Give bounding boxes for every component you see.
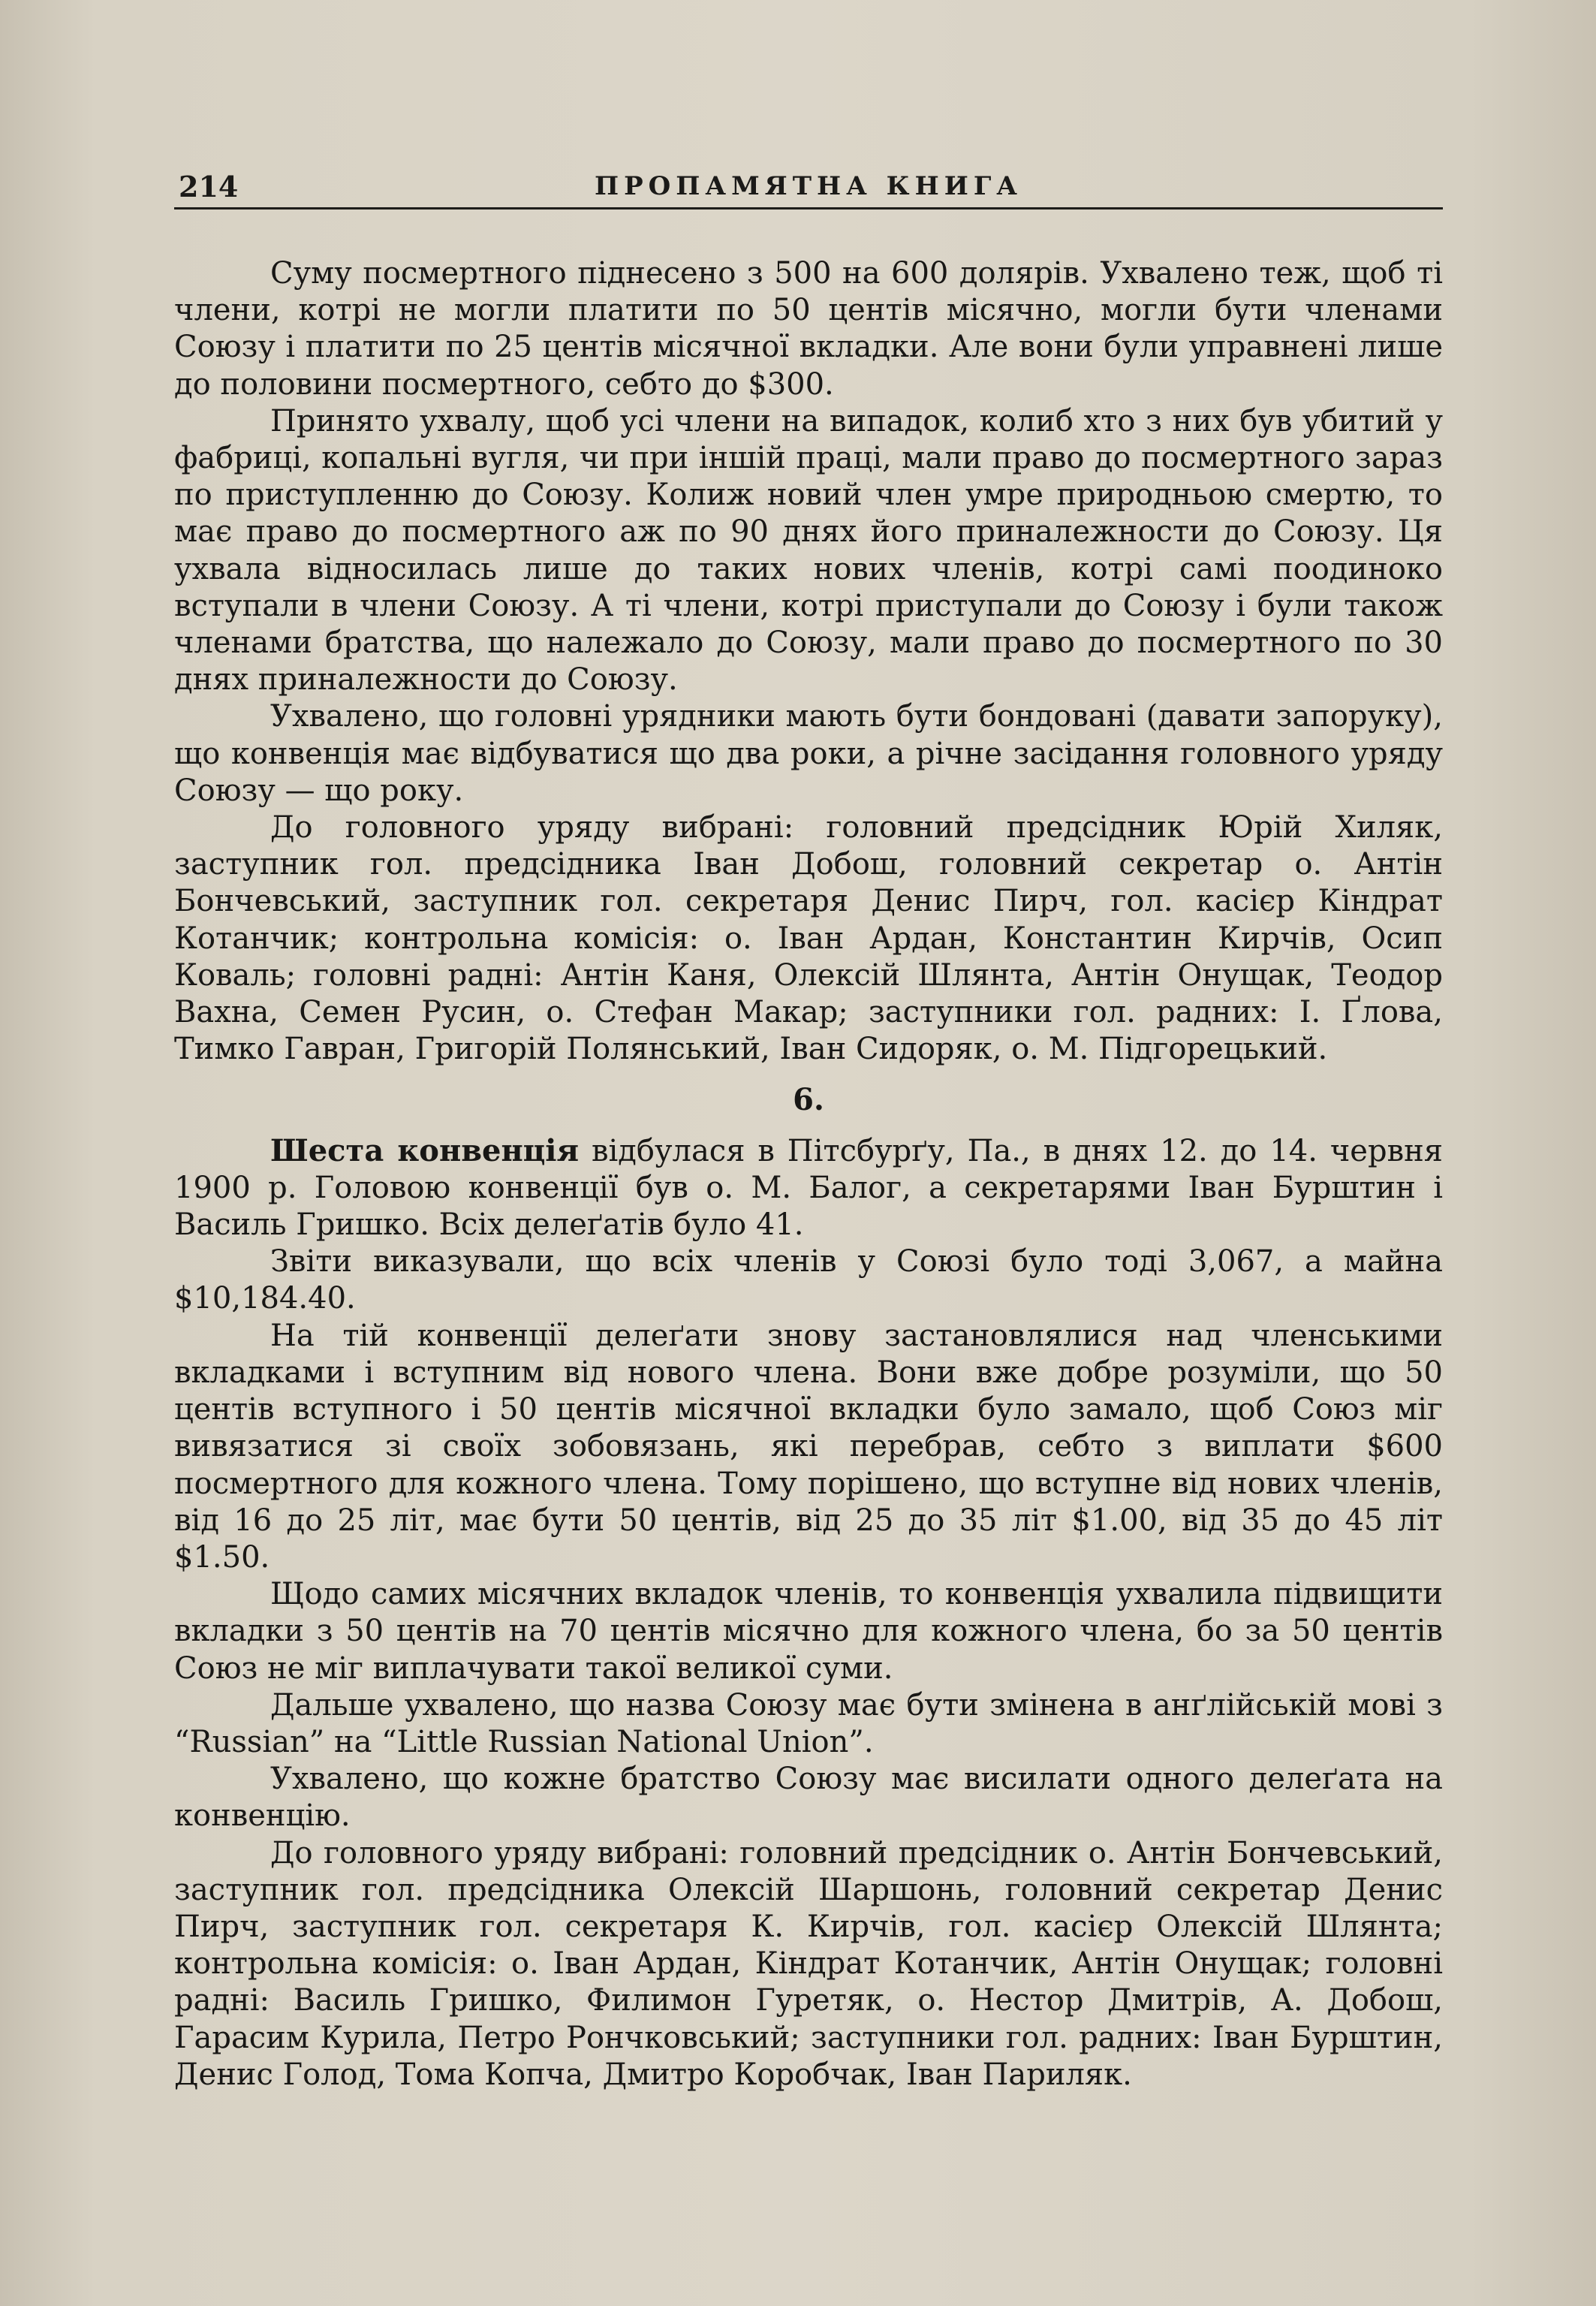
page-header [174,167,1443,212]
paragraph-accident-resolution: Принято ухвалу, щоб усі члени на випадок, колиб хто з них був убитий у фабриці, копальні вугля, чи при іншій праці, мали право до посмертного зараз по приступленню до Союзу. Колиж новий член умре природньою смертю, то має право до посмертного аж по 90 днях його приналежности до Союзу. Ця ухвала відносилась лише до таких нових членів, котрі самі поодиноко вступали в члени Союзу. А ті члени, котрі приступали до Союзу і були також членами братства, що належало до Союзу, мали право до посмертного по 30 днях приналежности до Союзу. [174,403,1443,698]
section-heading-6: 6. [793,1082,824,1118]
sixth-convention-text: відбулася в Пітсбурґу, Па., в днях 12. до 14. червня 1900 р. Головою конвенції був о. М. Балог, а секретарями Іван Бурштин і Василь Гришко. Всіх делеґатів було 41. [174,1133,1443,1243]
page-body [174,255,1443,2093]
running-title: ПРОПАМЯТНА КНИГА [594,171,1022,201]
paragraph-entry-fees: На тій конвенції делеґати знову застановлялися над членськими вкладками і вступним від нового члена. Вони вже добре розуміли, що 50 центів вступного і 50 центів місячної вкладки було замало, щоб Союз міг вивязатися зі своїх зобовязань, які перебрав, себто з виплати $600 посмертного для кожного члена. Тому порішено, що вступне від нових членів, від 16 до 25 літ, має бути 50 центів, від 25 до 35 літ $1.00, від 35 до 45 літ $1.50. [174,1318,1443,1575]
paragraph-monthly-dues: Щодо самих місячних вкладок членів, то конвенція ухвалила підвищити вкладки з 50 центів на 70 центів місячно для кожного члена, бо за 50 центів Союз не міг виплачувати такої великої суми. [174,1577,1443,1686]
page-number: 214 [179,170,239,203]
sixth-convention-lead: Шеста конвенція [270,1132,580,1168]
paragraph-bonded-officers: Ухвалено, що головні урядники мають бути бондовані (давати запоруку), що конвенція має відбуватися що два роки, а річне засідання головного уряду Союзу — що року. [174,699,1443,808]
header-rule [174,207,1443,209]
paragraph-delegates: Ухвалено, що кожне братство Союзу має висилати одного делеґата на конвенцію. [174,1762,1443,1834]
paragraph-death-benefit: Суму посмертного піднесено з 500 на 600 долярів. Ухвалено теж, щоб ті члени, котрі не могли платити по 50 центів місячно, могли бути членами Союзу і платити по 25 центів місячної вкладки. Але вони були управнені лише до половини посмертного, себто до $300. [174,256,1443,402]
paragraph-membership-report: Звіти виказували, що всіх членів у Союзі було тоді 3,067, а майна $10,184.40. [174,1244,1443,1316]
paragraph-elected-officers-6: До головного уряду вибрані: головний предсідник о. Антін Бончевський, заступник гол. предсідника Олексій Шаршонь, головний секретар Денис Пирч, заступник гол. секретаря К. Кирчів, гол. касієр Олексій Шлянта; контрольна комісія: о. Іван Ардан, Кіндрат Котанчик, Антін Онущак; головні радні: Василь Гришко, Филимон Гуретяк, о. Нестор Дмитрів, А. Добош, Гарасим Курила, Петро Рончковський; заступники гол. радних: Іван Бурштин, Денис Голод, Тома Копча, Дмитро Коробчак, Іван Париляк. [174,1835,1443,2092]
paragraph-elected-officers-5: До головного уряду вибрані: головний предсідник Юрій Хиляк, заступник гол. предсідника Іван Добош, головний секретар о. Антін Бончевський, заступник гол. секретаря Денис Пирч, гол. касієр Кіндрат Котанчик; контрольна комісія: о. Іван Ардан, Константин Кирчів, Осип Коваль; головні радні: Антін Каня, Олексій Шлянта, Антін Онущак, Теодор Вахна, Семен Русин, о. Стефан Макар; заступники гол. радних: І. Ґлова, Тимко Гавран, Григорій Полянський, Іван Сидоряк, о. М. Підгорецький. [174,810,1443,1067]
paragraph-name-change: Дальше ухвалено, що назва Союзу має бути змінена в анґлійській мові з “Russian” на “Little Russian National Union”. [174,1687,1443,1759]
paragraph-sixth-convention [174,1132,1443,1244]
